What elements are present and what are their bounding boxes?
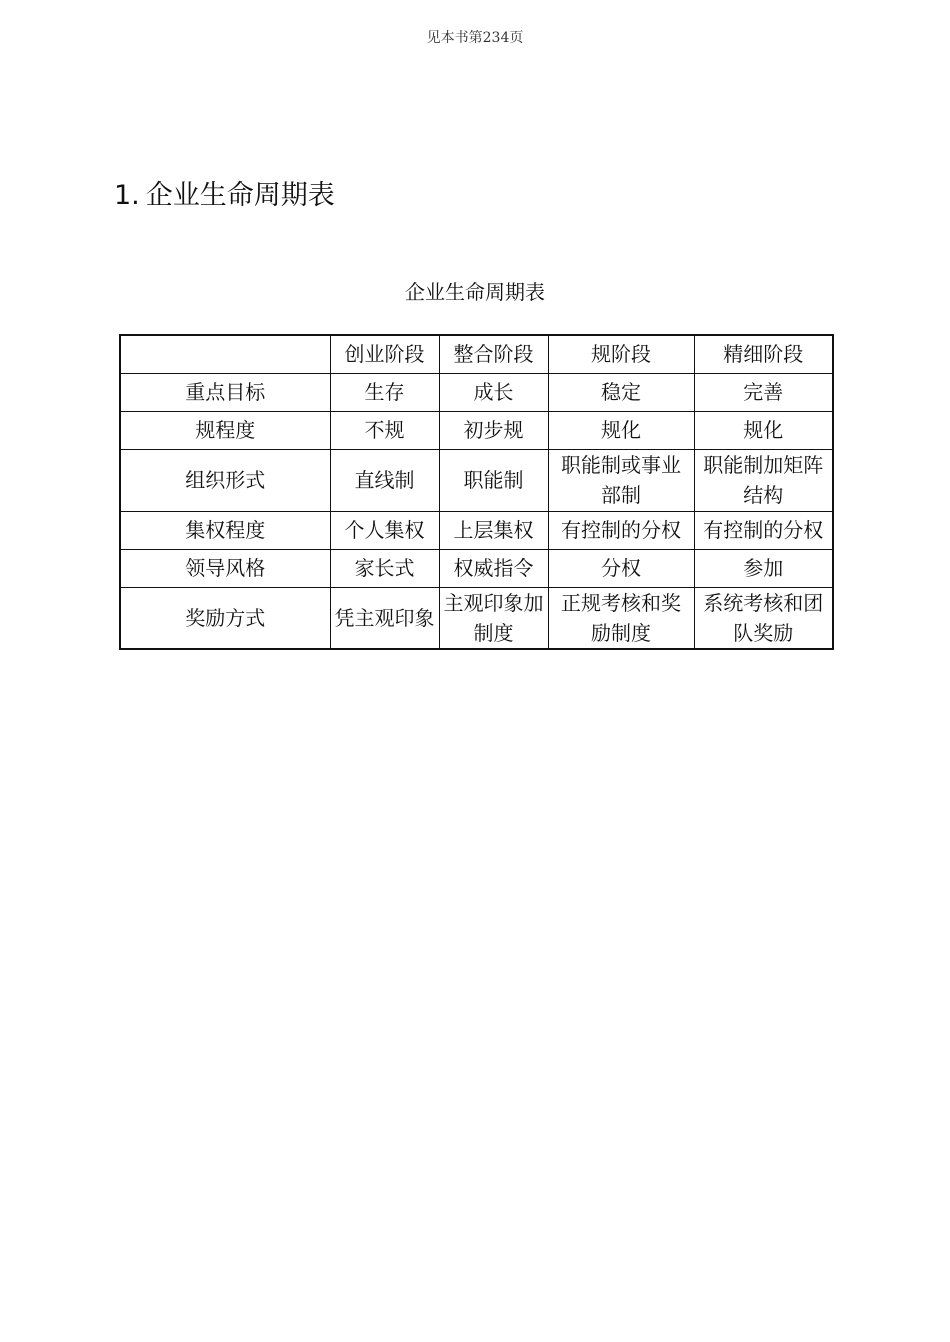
table-cell: 主观印象加制度 (439, 587, 548, 649)
section-heading (114, 173, 335, 212)
header-cell-corner (120, 335, 330, 373)
table-cell: 职能制或事业部制 (548, 449, 694, 511)
lifecycle-table (119, 334, 834, 650)
row-label-cell: 组织形式 (120, 449, 330, 511)
table-cell: 正规考核和奖励制度 (548, 587, 694, 649)
table-row (120, 549, 833, 587)
table-cell: 稳定 (548, 373, 694, 411)
table-cell: 个人集权 (330, 511, 439, 549)
table-cell: 有控制的分权 (694, 511, 833, 549)
section-number: 1. (114, 180, 140, 211)
table-row (120, 449, 833, 511)
table-cell: 分权 (548, 549, 694, 587)
table-cell: 完善 (694, 373, 833, 411)
table-cell: 不规 (330, 411, 439, 449)
table-row (120, 373, 833, 411)
row-label-cell: 领导风格 (120, 549, 330, 587)
table-row (120, 411, 833, 449)
table-cell: 有控制的分权 (548, 511, 694, 549)
header-cell-startup-stage: 创业阶段 (330, 335, 439, 373)
table-row (120, 587, 833, 649)
section-title: 企业生命周期表 (145, 180, 335, 211)
table-cell: 生存 (330, 373, 439, 411)
table-cell: 规化 (694, 411, 833, 449)
table-cell: 权威指令 (439, 549, 548, 587)
row-label-cell: 重点目标 (120, 373, 330, 411)
table-cell: 参加 (694, 549, 833, 587)
table-cell: 规化 (548, 411, 694, 449)
table-cell: 凭主观印象 (330, 587, 439, 649)
row-label-cell: 集权程度 (120, 511, 330, 549)
table-cell: 家长式 (330, 549, 439, 587)
table-cell: 职能制 (439, 449, 548, 511)
table-cell: 系统考核和团队奖励 (694, 587, 833, 649)
table-caption: 企业生命周期表 (405, 280, 545, 304)
table-row (120, 511, 833, 549)
header-cell-standard-stage: 规阶段 (548, 335, 694, 373)
page-header: 见本书第234页 (426, 30, 524, 46)
table-cell: 上层集权 (439, 511, 548, 549)
row-label-cell: 奖励方式 (120, 587, 330, 649)
table-cell: 职能制加矩阵结构 (694, 449, 833, 511)
table-cell: 初步规 (439, 411, 548, 449)
header-cell-refined-stage: 精细阶段 (694, 335, 833, 373)
row-label-cell: 规程度 (120, 411, 330, 449)
table-header-row (120, 335, 833, 373)
header-cell-integration-stage: 整合阶段 (439, 335, 548, 373)
table-cell: 直线制 (330, 449, 439, 511)
table-cell: 成长 (439, 373, 548, 411)
